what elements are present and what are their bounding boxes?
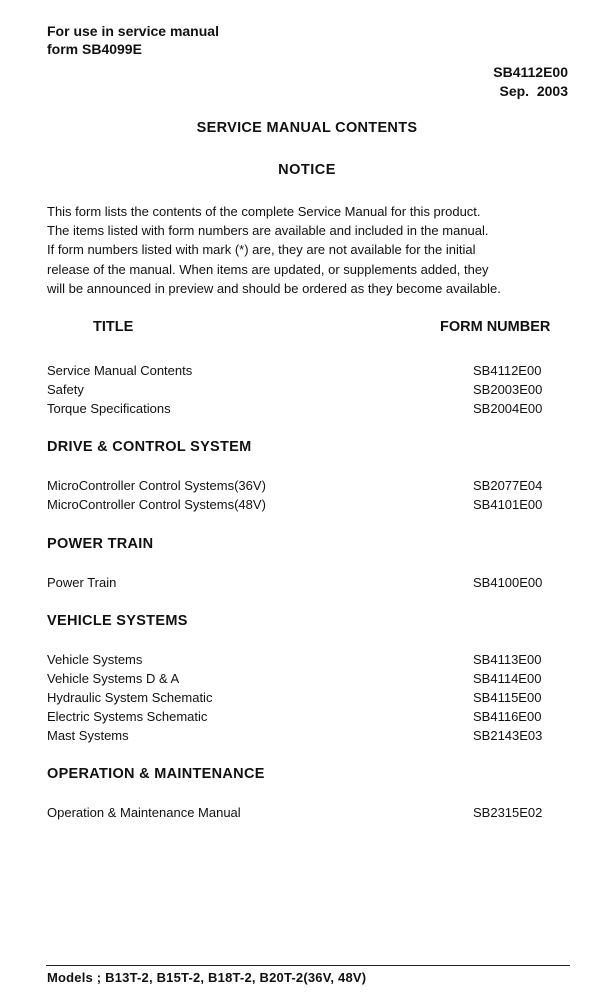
notice-heading: NOTICE — [278, 162, 336, 178]
issue-date: Sep. 2003 — [499, 83, 568, 99]
item-title: MicroController Control Systems(48V) — [47, 497, 266, 512]
item-form-number: SB4116E00 — [473, 709, 542, 724]
header-form-info — [493, 63, 568, 101]
item-form-number: SB2003E00 — [473, 382, 543, 397]
item-form-number: SB4115E00 — [473, 690, 542, 705]
item-title: Service Manual Contents — [47, 363, 193, 378]
header-reference — [47, 22, 219, 58]
page-title: SERVICE MANUAL CONTENTS — [196, 120, 418, 136]
header-line-1: For use in service manual — [47, 23, 219, 39]
list-item — [0, 707, 600, 726]
item-title: Vehicle Systems D & A — [47, 671, 180, 686]
section-heading-power-train: POWER TRAIN — [47, 536, 154, 552]
footer-divider — [46, 965, 570, 966]
header-line-2: form SB4099E — [47, 41, 142, 57]
list-item — [0, 688, 600, 707]
item-form-number: SB4112E00 — [473, 363, 542, 378]
item-form-number: SB4113E00 — [473, 652, 542, 667]
form-number: SB4112E00 — [493, 64, 568, 80]
list-item — [0, 361, 600, 380]
item-title: Vehicle Systems — [47, 652, 143, 667]
notice-line: The items listed with form numbers are available and included in the manual. — [47, 223, 489, 239]
list-item — [0, 803, 600, 822]
list-item — [0, 726, 600, 745]
notice-line: This form lists the contents of the complete Service Manual for this product. — [47, 204, 481, 219]
list-item — [0, 380, 600, 399]
list-item — [0, 669, 600, 688]
notice-text — [47, 202, 567, 298]
item-title: Mast Systems — [47, 728, 129, 743]
column-header-title: TITLE — [93, 319, 134, 335]
item-form-number: SB2004E00 — [473, 401, 543, 416]
section-heading-operation-maintenance: OPERATION & MAINTENANCE — [47, 766, 265, 782]
item-form-number: SB4101E00 — [473, 497, 543, 512]
column-header-form-number: FORM NUMBER — [440, 319, 551, 335]
list-item — [0, 650, 600, 669]
notice-line: If form numbers listed with mark (*) are, they are not available for the initial — [47, 242, 476, 258]
item-form-number: SB2143E03 — [473, 728, 543, 743]
item-title: Hydraulic System Schematic — [47, 690, 213, 705]
item-form-number: SB2077E04 — [473, 478, 543, 493]
item-title: Safety — [47, 382, 84, 397]
list-item — [0, 399, 600, 418]
item-title: Power Train — [47, 575, 117, 590]
item-title: Torque Specifications — [47, 401, 171, 416]
item-form-number: SB2315E02 — [473, 805, 543, 820]
list-item — [0, 476, 600, 495]
notice-line: release of the manual. When items are updated, or supplements added, they — [47, 261, 489, 277]
list-item — [0, 495, 600, 514]
section-heading-vehicle-systems: VEHICLE SYSTEMS — [47, 613, 188, 629]
footer-models: Models ; B13T-2, B15T-2, B18T-2, B20T-2(36V, 48V) — [47, 970, 367, 985]
section-heading-drive-control: DRIVE & CONTROL SYSTEM — [47, 439, 252, 455]
list-item — [0, 573, 600, 592]
item-title: MicroController Control Systems(36V) — [47, 478, 266, 493]
item-title: Operation & Maintenance Manual — [47, 805, 241, 820]
item-form-number: SB4114E00 — [473, 671, 542, 686]
notice-line: will be announced in preview and should be ordered as they become available. — [47, 280, 501, 296]
item-form-number: SB4100E00 — [473, 575, 543, 590]
item-title: Electric Systems Schematic — [47, 709, 208, 724]
